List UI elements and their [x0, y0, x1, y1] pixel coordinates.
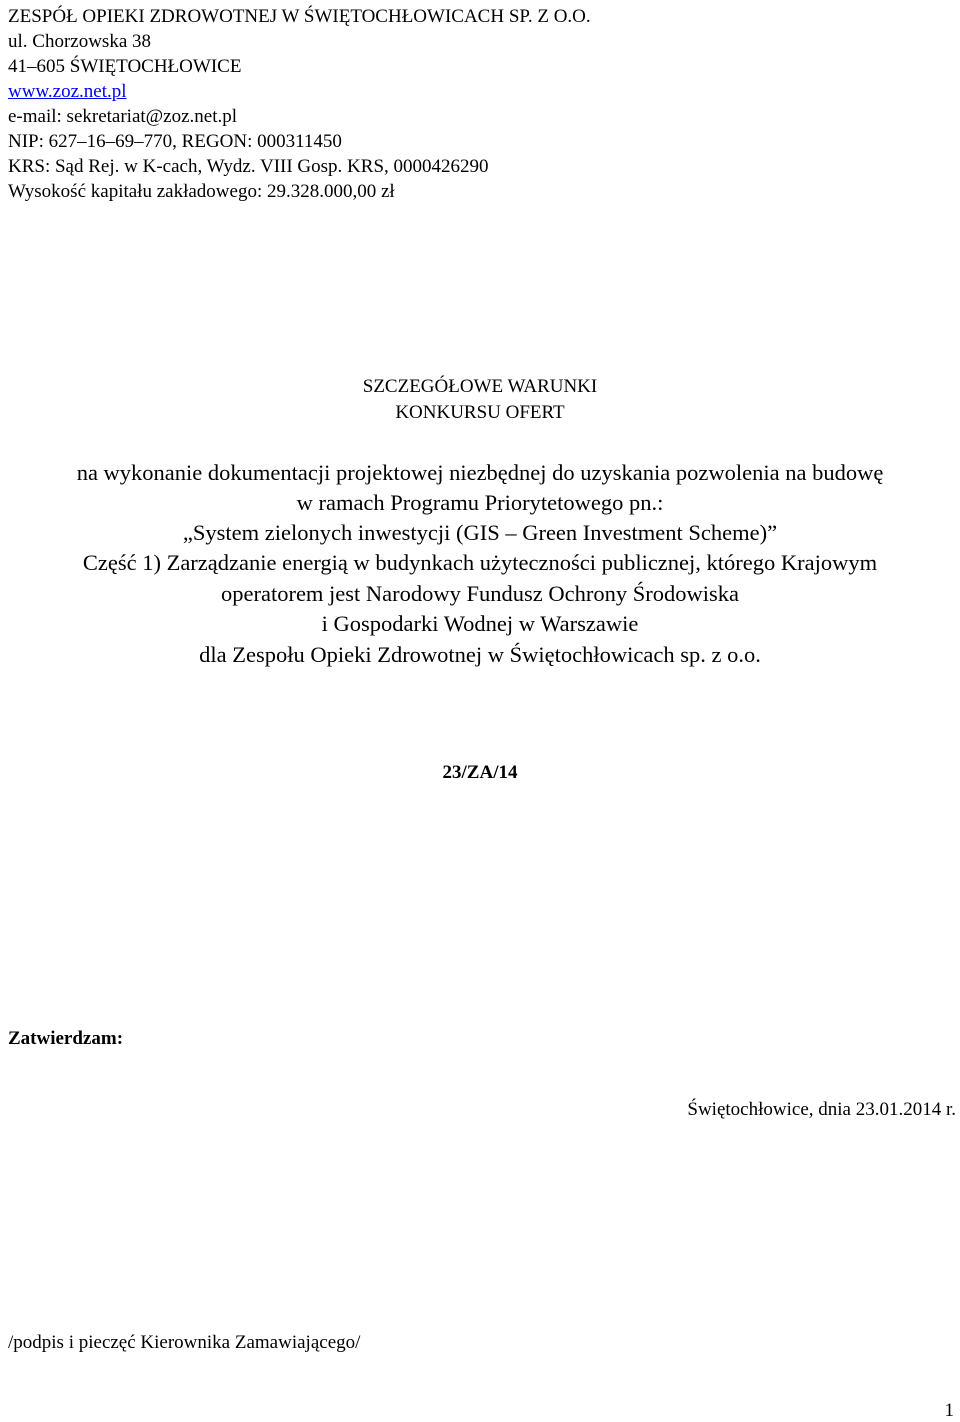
title-line-1: SZCZEGÓŁOWE WARUNKI — [362, 376, 598, 397]
company-name: ZESPÓŁ OPIEKI ZDROWOTNEJ W ŚWIĘTOCHŁOWICACH SP. Z O.O. — [8, 6, 591, 27]
approval-label: Zatwierdzam: — [8, 1028, 124, 1049]
krs-info: KRS: Sąd Rej. w K-cach, Wydz. VIII Gosp. KRS, 0000426290 — [8, 156, 489, 177]
subject-line-5: operatorem jest Narodowy Fundusz Ochrony Środowiska — [220, 581, 740, 606]
website-link[interactable]: www.zoz.net.pl — [8, 81, 127, 102]
subject-line-4: Część 1) Zarządzanie energią w budynkach użyteczności publicznej, którego Krajowym — [82, 550, 878, 575]
subject-line-1: na wykonanie dokumentacji projektowej niezbędnej do uzyskania pozwolenia na budowę — [76, 460, 884, 485]
page-number: 1 — [944, 1400, 954, 1421]
street-address: ul. Chorzowska 38 — [8, 31, 152, 52]
nip-regon: NIP: 627–16–69–770, REGON: 000311450 — [8, 131, 342, 152]
subject-line-6: i Gospodarki Wodnej w Warszawie — [321, 611, 639, 636]
subject-line-2: w ramach Programu Priorytetowego pn.: — [296, 490, 664, 515]
signature-caption: /podpis i pieczęć Kierownika Zamawiającego/ — [8, 1332, 361, 1353]
subject-line-3: „System zielonych inwestycji (GIS – Green Investment Scheme)” — [182, 520, 778, 545]
place-date: Świętochłowice, dnia 23.01.2014 r. — [687, 1099, 956, 1120]
subject-line-7: dla Zespołu Opieki Zdrowotnej w Świętochłowicach sp. z o.o. — [199, 642, 761, 667]
postal-city: 41–605 ŚWIĘTOCHŁOWICE — [8, 56, 242, 77]
share-capital: Wysokość kapitału zakładowego: 29.328.000,00 zł — [8, 181, 395, 202]
title-line-2: KONKURSU OFERT — [395, 402, 565, 423]
document-number: 23/ZA/14 — [442, 762, 518, 783]
email-address: e-mail: sekretariat@zoz.net.pl — [8, 106, 238, 127]
